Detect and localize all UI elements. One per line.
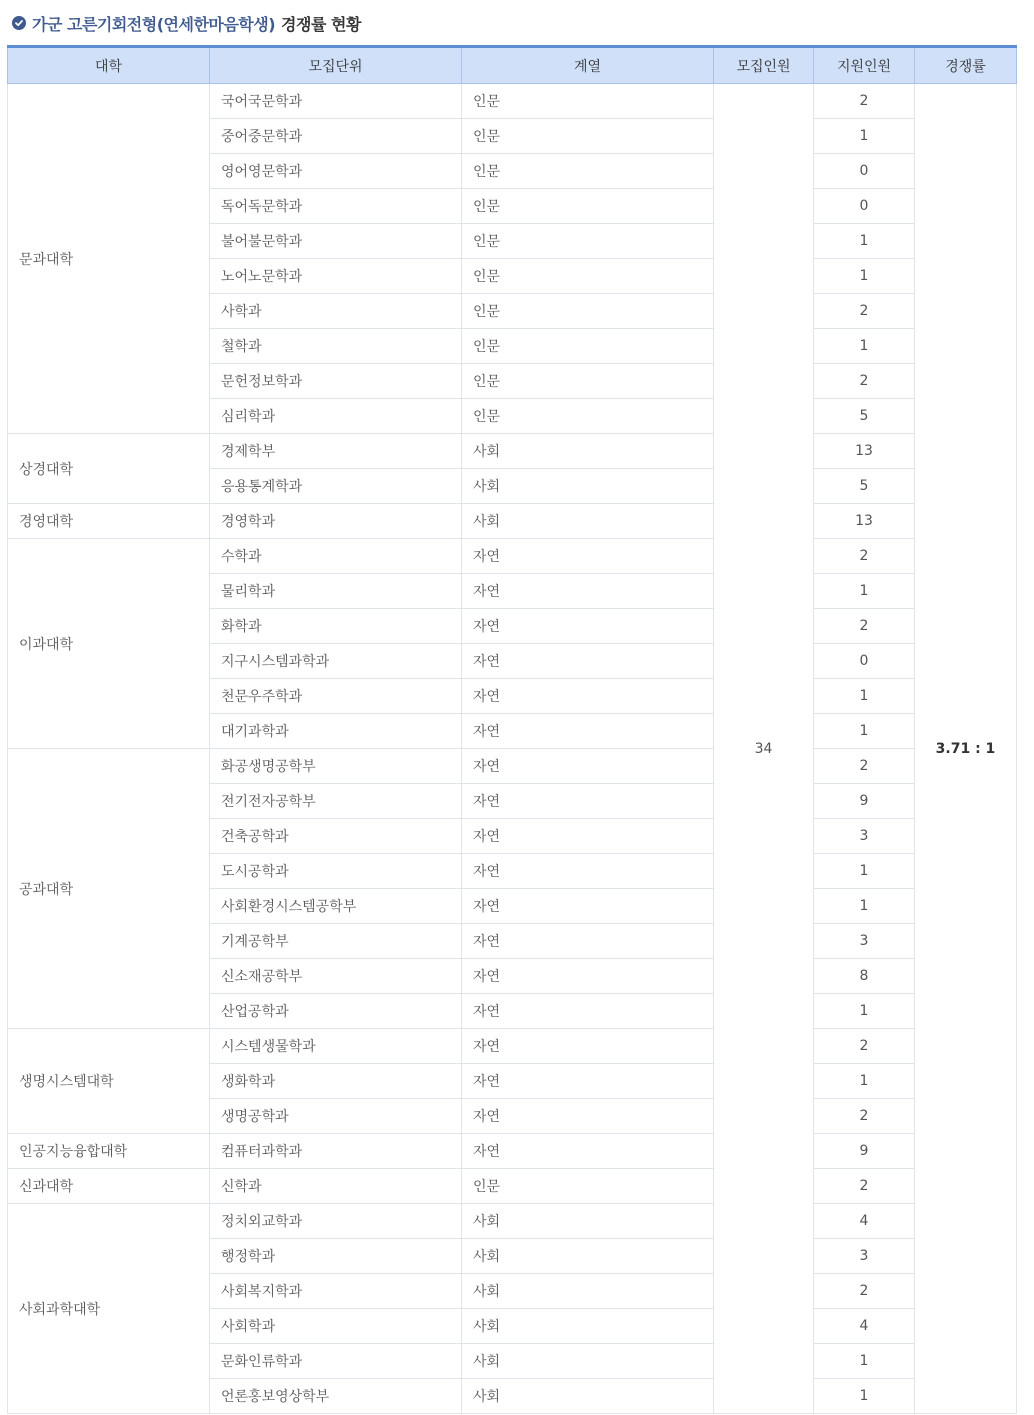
unit-cell: 화공생명공학부 [210,749,462,784]
applicants-cell: 13 [814,434,915,469]
unit-cell: 신학과 [210,1169,462,1204]
applicants-cell: 5 [814,399,915,434]
college-cell: 신과대학 [8,1169,210,1204]
applicants-cell: 1 [814,679,915,714]
unit-cell: 대기과학과 [210,714,462,749]
track-cell: 인문 [462,294,714,329]
quota-cell: 34 [714,84,814,1414]
track-cell: 인문 [462,84,714,119]
applicants-cell: 2 [814,1169,915,1204]
header-quota: 모집인원 [714,47,814,84]
unit-cell: 건축공학과 [210,819,462,854]
college-cell: 상경대학 [8,434,210,504]
unit-cell: 기계공학부 [210,924,462,959]
applicants-cell: 1 [814,854,915,889]
unit-cell: 언론홍보영상학부 [210,1379,462,1414]
applicants-cell: 4 [814,1309,915,1344]
applicants-cell: 5 [814,469,915,504]
track-cell: 자연 [462,679,714,714]
table-body [8,84,1017,1414]
unit-cell: 사회환경시스템공학부 [210,889,462,924]
applicants-cell: 13 [814,504,915,539]
unit-cell: 신소재공학부 [210,959,462,994]
applicants-cell: 1 [814,119,915,154]
college-cell: 경영대학 [8,504,210,539]
track-cell: 인문 [462,119,714,154]
header-unit: 모집단위 [210,47,462,84]
unit-cell: 물리학과 [210,574,462,609]
unit-cell: 천문우주학과 [210,679,462,714]
track-cell: 자연 [462,1029,714,1064]
applicants-cell: 1 [814,1379,915,1414]
unit-cell: 독어독문학과 [210,189,462,224]
unit-cell: 경영학과 [210,504,462,539]
track-cell: 사회 [462,1309,714,1344]
track-cell: 자연 [462,644,714,679]
track-cell: 사회 [462,469,714,504]
table-row [8,539,1017,574]
applicants-cell: 8 [814,959,915,994]
unit-cell: 생화학과 [210,1064,462,1099]
check-circle-icon [12,16,26,30]
unit-cell: 전기전자공학부 [210,784,462,819]
track-cell: 사회 [462,504,714,539]
track-cell: 자연 [462,924,714,959]
table-row [8,1134,1017,1169]
college-cell: 문과대학 [8,84,210,434]
track-cell: 사회 [462,1204,714,1239]
track-cell: 자연 [462,819,714,854]
applicants-cell: 0 [814,189,915,224]
table-row [8,749,1017,784]
unit-cell: 사학과 [210,294,462,329]
unit-cell: 사회학과 [210,1309,462,1344]
unit-cell: 행정학과 [210,1239,462,1274]
applicants-cell: 9 [814,1134,915,1169]
table-row [8,434,1017,469]
track-cell: 자연 [462,1064,714,1099]
unit-cell: 컴퓨터과학과 [210,1134,462,1169]
track-cell: 자연 [462,714,714,749]
track-cell: 자연 [462,784,714,819]
unit-cell: 정치외교학과 [210,1204,462,1239]
unit-cell: 문화인류학과 [210,1344,462,1379]
applicants-cell: 2 [814,1029,915,1064]
track-cell: 인문 [462,329,714,364]
applicants-cell: 3 [814,924,915,959]
college-cell: 인공지능융합대학 [8,1134,210,1169]
applicants-cell: 0 [814,154,915,189]
page-title: 가군 고른기회전형(연세한마음학생) [32,14,276,34]
unit-cell: 지구시스템과학과 [210,644,462,679]
track-cell: 인문 [462,224,714,259]
applicants-cell: 2 [814,84,915,119]
applicants-cell: 1 [814,259,915,294]
unit-cell: 생명공학과 [210,1099,462,1134]
track-cell: 사회 [462,1274,714,1309]
section-title [12,8,361,38]
header-applicants: 지원인원 [814,47,915,84]
track-cell: 인문 [462,1169,714,1204]
unit-cell: 중어중문학과 [210,119,462,154]
ratio-cell: 3.71 : 1 [915,84,1017,1414]
track-cell: 자연 [462,854,714,889]
applicants-cell: 1 [814,574,915,609]
track-cell: 자연 [462,1099,714,1134]
applicants-cell: 2 [814,539,915,574]
table-header-row [8,47,1017,84]
applicants-cell: 1 [814,1344,915,1379]
track-cell: 인문 [462,399,714,434]
track-cell: 인문 [462,189,714,224]
applicants-cell: 9 [814,784,915,819]
applicants-cell: 4 [814,1204,915,1239]
track-cell: 사회 [462,434,714,469]
applicants-cell: 1 [814,329,915,364]
header-ratio: 경쟁률 [915,47,1017,84]
college-cell: 공과대학 [8,749,210,1029]
track-cell: 자연 [462,539,714,574]
applicants-cell: 3 [814,819,915,854]
applicants-cell: 1 [814,994,915,1029]
applicants-cell: 1 [814,224,915,259]
track-cell: 자연 [462,994,714,1029]
applicants-cell: 3 [814,1239,915,1274]
track-cell: 인문 [462,154,714,189]
applicants-cell: 2 [814,364,915,399]
applicants-cell: 0 [814,644,915,679]
unit-cell: 산업공학과 [210,994,462,1029]
college-cell: 이과대학 [8,539,210,749]
track-cell: 인문 [462,259,714,294]
track-cell: 사회 [462,1239,714,1274]
applicants-cell: 2 [814,749,915,784]
applicants-cell: 1 [814,889,915,924]
unit-cell: 노어노문학과 [210,259,462,294]
unit-cell: 철학과 [210,329,462,364]
applicants-cell: 2 [814,1274,915,1309]
college-cell: 사회과학대학 [8,1204,210,1414]
unit-cell: 수학과 [210,539,462,574]
applicants-cell: 2 [814,1099,915,1134]
track-cell: 자연 [462,574,714,609]
track-cell: 인문 [462,364,714,399]
table-row [8,1169,1017,1204]
unit-cell: 문헌정보학과 [210,364,462,399]
applicants-cell: 1 [814,714,915,749]
track-cell: 자연 [462,959,714,994]
unit-cell: 응용통계학과 [210,469,462,504]
unit-cell: 시스템생물학과 [210,1029,462,1064]
unit-cell: 경제학부 [210,434,462,469]
applicants-cell: 1 [814,1064,915,1099]
unit-cell: 도시공학과 [210,854,462,889]
unit-cell: 심리학과 [210,399,462,434]
table-row [8,1029,1017,1064]
track-cell: 자연 [462,609,714,644]
header-track: 계열 [462,47,714,84]
applicants-cell: 2 [814,294,915,329]
track-cell: 사회 [462,1379,714,1414]
table-row [8,1204,1017,1239]
table-row [8,84,1017,119]
track-cell: 자연 [462,1134,714,1169]
track-cell: 사회 [462,1344,714,1379]
unit-cell: 사회복지학과 [210,1274,462,1309]
header-college: 대학 [8,47,210,84]
track-cell: 자연 [462,889,714,924]
college-cell: 생명시스템대학 [8,1029,210,1134]
competition-rate-table [7,45,1017,1414]
page-title-suffix: 경쟁률 현황 [281,14,361,34]
unit-cell: 화학과 [210,609,462,644]
unit-cell: 영어영문학과 [210,154,462,189]
table-row [8,504,1017,539]
unit-cell: 불어불문학과 [210,224,462,259]
applicants-cell: 2 [814,609,915,644]
unit-cell: 국어국문학과 [210,84,462,119]
track-cell: 자연 [462,749,714,784]
